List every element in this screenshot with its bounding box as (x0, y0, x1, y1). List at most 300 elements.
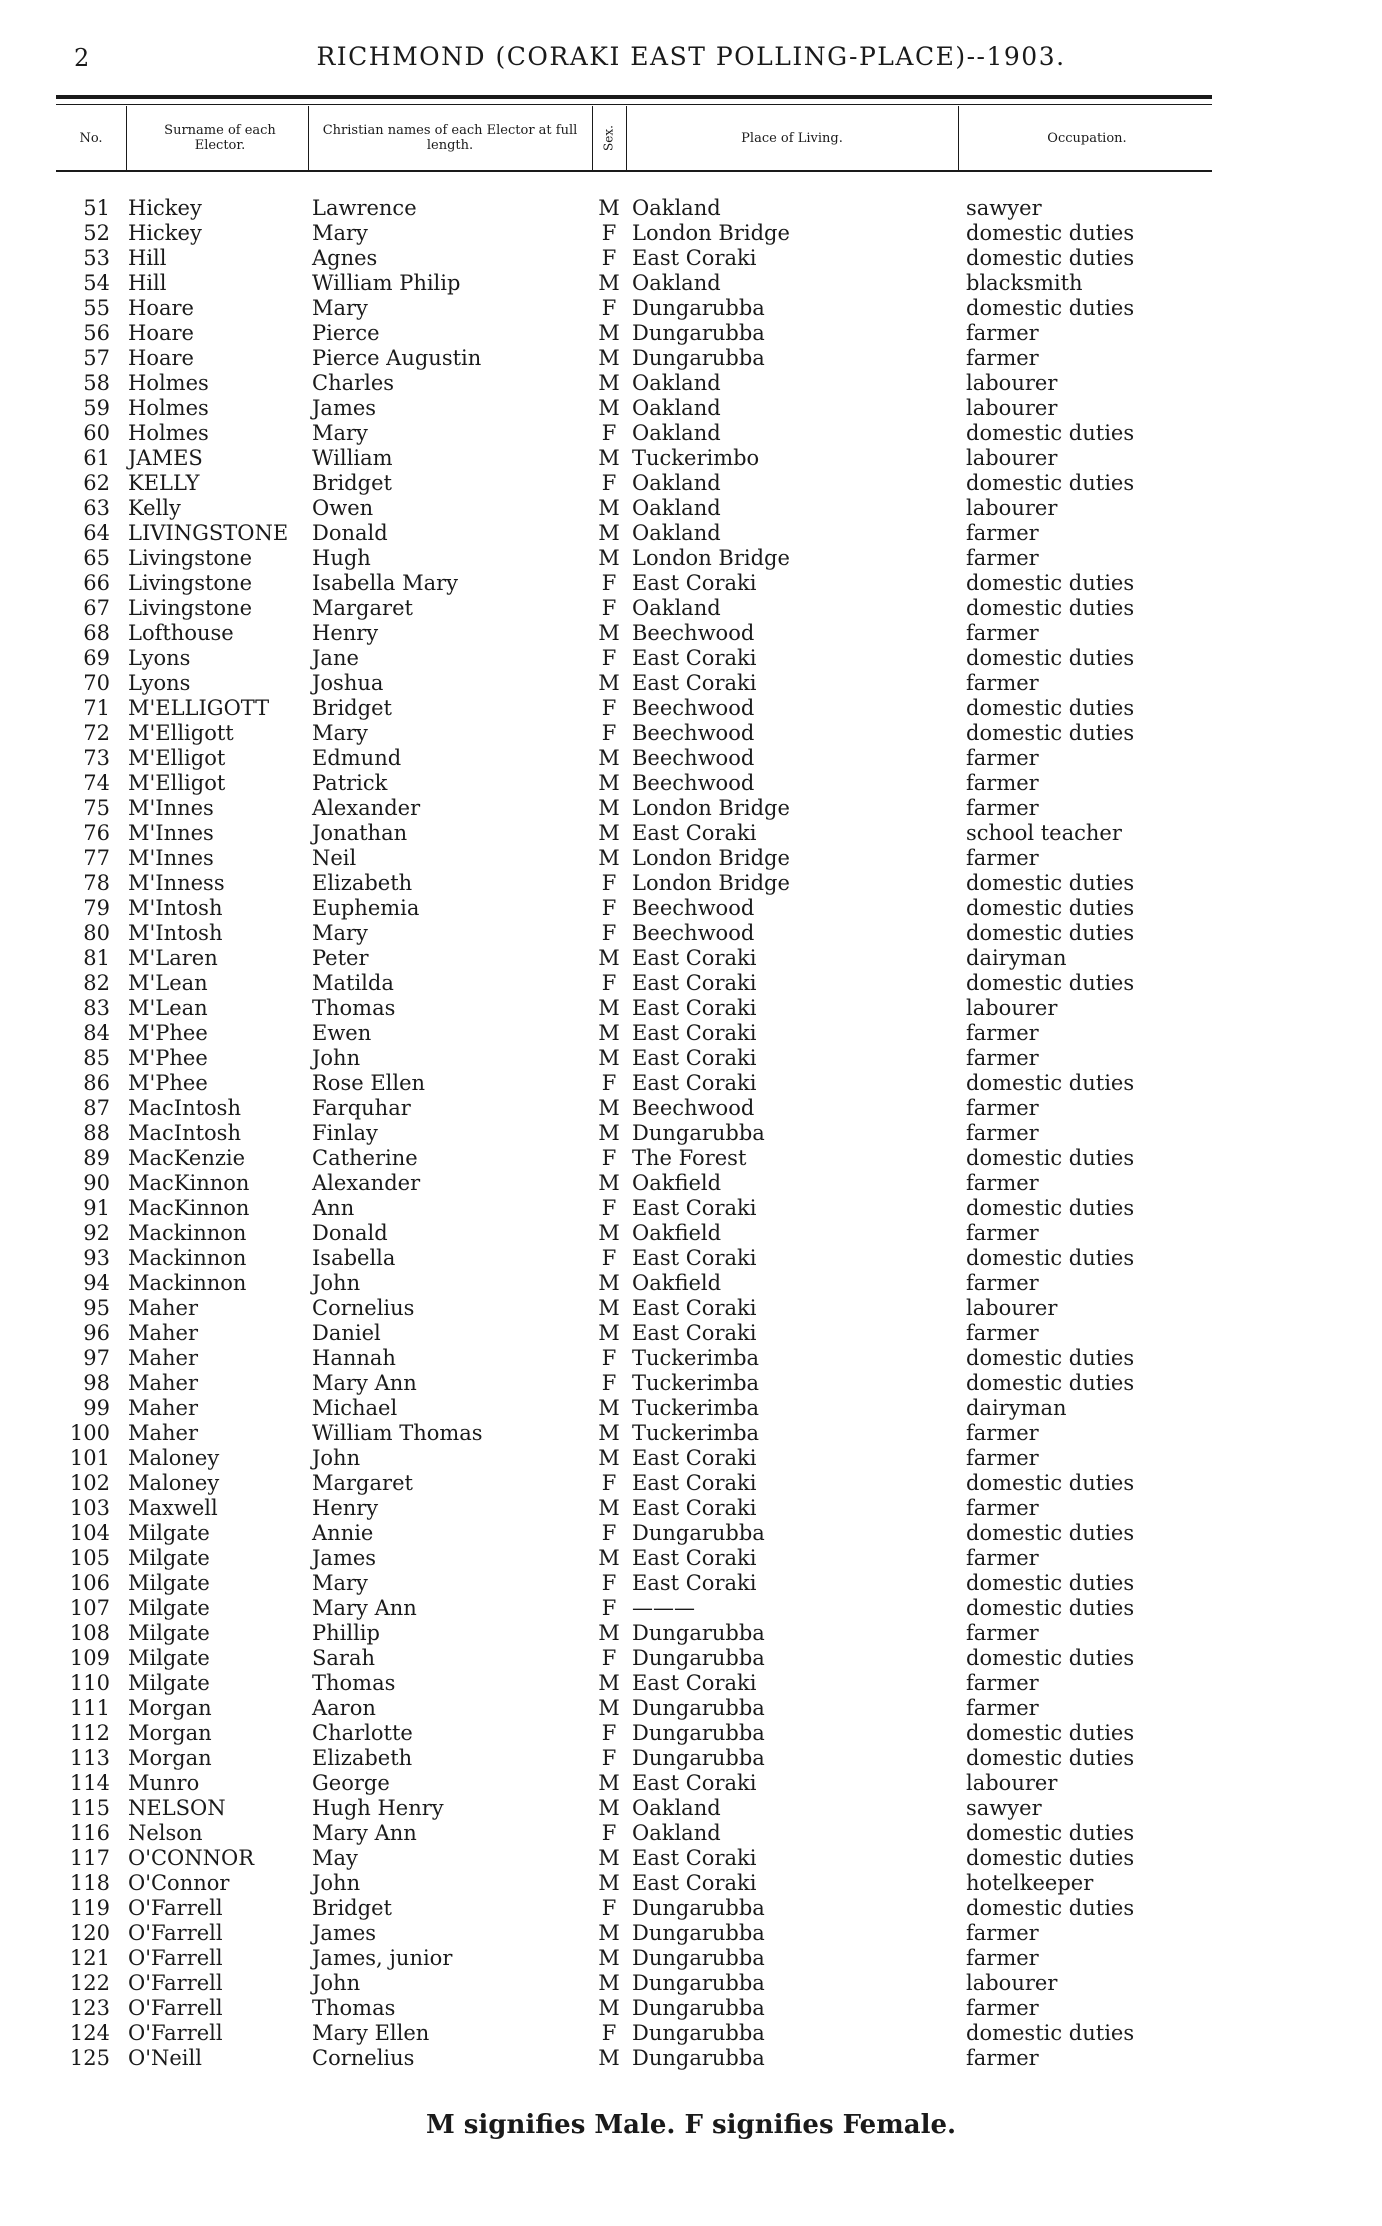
table-row (0, 1921, 1382, 1946)
elector-occupation: domestic duties (966, 1846, 1135, 1870)
elector-occupation: domestic duties (966, 221, 1135, 245)
elector-surname: Lyons (128, 671, 191, 695)
elector-sex: F (601, 221, 617, 245)
elector-sex: M (598, 771, 620, 795)
elector-number: 121 (69, 1946, 110, 1970)
elector-place-of-living: London Bridge (632, 871, 790, 895)
elector-sex: M (598, 1871, 620, 1895)
elector-surname: M'Innes (128, 796, 214, 820)
elector-sex: M (598, 1771, 620, 1795)
elector-christian-names: Mary (312, 1571, 368, 1595)
elector-surname: Maher (128, 1371, 199, 1395)
elector-christian-names: Finlay (312, 1121, 378, 1145)
elector-number: 119 (69, 1896, 110, 1920)
elector-number: 80 (83, 921, 110, 945)
elector-christian-names: Mary Ann (312, 1821, 417, 1845)
elector-surname: O'Farrell (128, 1971, 223, 1995)
elector-occupation: dairyman (966, 946, 1067, 970)
elector-sex: M (598, 1671, 620, 1695)
elector-number: 63 (83, 496, 110, 520)
elector-occupation: farmer (966, 1446, 1039, 1470)
elector-christian-names: Margaret (312, 1471, 413, 1495)
elector-occupation: farmer (966, 771, 1039, 795)
elector-christian-names: Agnes (312, 246, 378, 270)
elector-surname: Lofthouse (128, 621, 234, 645)
elector-christian-names: May (312, 1846, 358, 1870)
elector-surname: Morgan (128, 1721, 212, 1745)
table-row (0, 1146, 1382, 1171)
table-row (0, 296, 1382, 321)
elector-occupation: farmer (966, 1671, 1039, 1695)
elector-sex: M (598, 996, 620, 1020)
elector-place-of-living: Beechwood (632, 721, 755, 745)
elector-sex: M (598, 821, 620, 845)
elector-number: 92 (83, 1221, 110, 1245)
elector-number: 52 (83, 221, 110, 245)
elector-sex: F (601, 721, 617, 745)
elector-sex: F (601, 971, 617, 995)
table-row (0, 346, 1382, 371)
elector-surname: M'Intosh (128, 896, 223, 920)
elector-surname: O'Farrell (128, 1896, 223, 1920)
elector-occupation: domestic duties (966, 596, 1135, 620)
elector-surname: Lyons (128, 646, 191, 670)
elector-number: 102 (69, 1471, 110, 1495)
elector-number: 70 (83, 671, 110, 695)
elector-occupation: farmer (966, 1421, 1039, 1445)
elector-christian-names: Bridget (312, 1896, 392, 1920)
elector-sex: M (598, 1996, 620, 2020)
elector-surname: M'Phee (128, 1071, 208, 1095)
elector-christian-names: Mary (312, 221, 368, 245)
elector-number: 73 (83, 746, 110, 770)
header-rule-mid (56, 104, 1212, 105)
elector-occupation: farmer (966, 546, 1039, 570)
elector-occupation: domestic duties (966, 471, 1135, 495)
elector-christian-names: Alexander (312, 1171, 421, 1195)
elector-number: 107 (69, 1596, 110, 1620)
table-row (0, 1821, 1382, 1846)
elector-surname: M'Phee (128, 1046, 208, 1070)
elector-occupation: domestic duties (966, 896, 1135, 920)
elector-number: 117 (69, 1846, 110, 1870)
elector-number: 87 (83, 1096, 110, 1120)
elector-place-of-living: Dungarubba (632, 1646, 765, 1670)
elector-number: 51 (83, 196, 110, 220)
elector-surname: Milgate (128, 1671, 210, 1695)
elector-sex: M (598, 1796, 620, 1820)
table-row (0, 2046, 1382, 2071)
elector-christian-names: John (312, 1271, 361, 1295)
elector-surname: O'Neill (128, 2046, 202, 2070)
table-row (0, 221, 1382, 246)
elector-occupation: domestic duties (966, 1371, 1135, 1395)
elector-place-of-living: East Coraki (632, 996, 757, 1020)
elector-christian-names: Margaret (312, 596, 413, 620)
table-row (0, 1721, 1382, 1746)
elector-occupation: farmer (966, 1271, 1039, 1295)
table-row (0, 521, 1382, 546)
elector-sex: F (601, 2021, 617, 2045)
elector-surname: Maher (128, 1421, 199, 1445)
elector-place-of-living: Dungarubba (632, 1971, 765, 1995)
elector-christian-names: Owen (312, 496, 374, 520)
elector-sex: M (598, 1846, 620, 1870)
elector-christian-names: Neil (312, 846, 357, 870)
elector-christian-names: Mary Ellen (312, 2021, 430, 2045)
elector-place-of-living: East Coraki (632, 971, 757, 995)
elector-number: 65 (83, 546, 110, 570)
table-row (0, 671, 1382, 696)
elector-surname: Kelly (128, 496, 181, 520)
elector-surname: MacIntosh (128, 1121, 241, 1145)
elector-christian-names: Donald (312, 1221, 388, 1245)
elector-occupation: farmer (966, 1921, 1039, 1945)
table-row (0, 1196, 1382, 1221)
elector-surname: MacKinnon (128, 1196, 250, 1220)
elector-surname: M'Inness (128, 871, 225, 895)
elector-number: 120 (69, 1921, 110, 1945)
elector-sex: M (598, 271, 620, 295)
elector-place-of-living: Dungarubba (632, 346, 765, 370)
elector-sex: F (601, 1071, 617, 1095)
elector-number: 97 (83, 1346, 110, 1370)
elector-place-of-living: London Bridge (632, 846, 790, 870)
elector-surname: O'Farrell (128, 1946, 223, 1970)
table-row (0, 1421, 1382, 1446)
elector-surname: M'Intosh (128, 921, 223, 945)
table-row (0, 1946, 1382, 1971)
elector-sex: F (601, 596, 617, 620)
elector-number: 85 (83, 1046, 110, 1070)
elector-place-of-living: East Coraki (632, 1446, 757, 1470)
elector-occupation: domestic duties (966, 1196, 1135, 1220)
elector-place-of-living: Oakfield (632, 1271, 722, 1295)
elector-occupation: domestic duties (966, 1346, 1135, 1370)
elector-place-of-living: Oakland (632, 521, 721, 545)
elector-place-of-living: East Coraki (632, 246, 757, 270)
table-row (0, 596, 1382, 621)
elector-place-of-living: East Coraki (632, 1846, 757, 1870)
elector-number: 96 (83, 1321, 110, 1345)
elector-sex: F (601, 871, 617, 895)
table-row (0, 1771, 1382, 1796)
elector-occupation: domestic duties (966, 971, 1135, 995)
elector-sex: M (598, 496, 620, 520)
elector-christian-names: Mary (312, 921, 368, 945)
elector-place-of-living: East Coraki (632, 1671, 757, 1695)
elector-occupation: farmer (966, 1621, 1039, 1645)
table-row (0, 1996, 1382, 2021)
elector-number: 110 (69, 1671, 110, 1695)
elector-christian-names: John (312, 1971, 361, 1995)
elector-sex: F (601, 1371, 617, 1395)
table-row (0, 1071, 1382, 1096)
table-row (0, 1321, 1382, 1346)
elector-sex: F (601, 696, 617, 720)
elector-surname: M'Laren (128, 946, 218, 970)
elector-occupation: labourer (966, 996, 1058, 1020)
elector-sex: M (598, 1296, 620, 1320)
elector-christian-names: Annie (312, 1521, 374, 1545)
table-row (0, 1546, 1382, 1571)
table-row (0, 1046, 1382, 1071)
elector-place-of-living: Dungarubba (632, 1621, 765, 1645)
electors-table (0, 196, 1382, 2071)
elector-place-of-living: London Bridge (632, 796, 790, 820)
elector-number: 67 (83, 596, 110, 620)
elector-christian-names: Pierce Augustin (312, 346, 482, 370)
elector-surname: Milgate (128, 1646, 210, 1670)
elector-sex: M (598, 446, 620, 470)
elector-place-of-living: Dungarubba (632, 1121, 765, 1145)
elector-place-of-living: East Coraki (632, 1046, 757, 1070)
elector-occupation: domestic duties (966, 1596, 1135, 1620)
elector-christian-names: Farquhar (312, 1096, 411, 1120)
elector-occupation: domestic duties (966, 1071, 1135, 1095)
table-row (0, 1871, 1382, 1896)
elector-surname: Milgate (128, 1596, 210, 1620)
elector-occupation: domestic duties (966, 1521, 1135, 1545)
elector-number: 125 (69, 2046, 110, 2070)
elector-number: 54 (83, 271, 110, 295)
table-row (0, 1021, 1382, 1046)
elector-place-of-living: East Coraki (632, 1021, 757, 1045)
elector-place-of-living: Oakland (632, 396, 721, 420)
elector-surname: Hoare (128, 321, 194, 345)
elector-sex: M (598, 1946, 620, 1970)
column-divider (592, 106, 593, 170)
table-row (0, 1646, 1382, 1671)
table-row (0, 846, 1382, 871)
elector-number: 58 (83, 371, 110, 395)
header-rule-top (56, 95, 1212, 99)
table-row (0, 371, 1382, 396)
elector-christian-names: Henry (312, 621, 379, 645)
elector-surname: Milgate (128, 1621, 210, 1645)
elector-christian-names: John (312, 1871, 361, 1895)
elector-surname: M'Lean (128, 996, 208, 1020)
elector-surname: Holmes (128, 421, 209, 445)
elector-sex: M (598, 1096, 620, 1120)
elector-number: 100 (69, 1421, 110, 1445)
column-header-place: Place of Living. (741, 130, 843, 146)
elector-place-of-living: Tuckerimba (632, 1371, 760, 1395)
elector-number: 60 (83, 421, 110, 445)
elector-christian-names: Euphemia (312, 896, 420, 920)
elector-occupation: sawyer (966, 196, 1042, 220)
elector-surname: Milgate (128, 1521, 210, 1545)
elector-place-of-living: East Coraki (632, 1246, 757, 1270)
elector-sex: F (601, 1521, 617, 1545)
elector-surname: Mackinnon (128, 1271, 247, 1295)
elector-occupation: domestic duties (966, 296, 1135, 320)
elector-sex: M (598, 1546, 620, 1570)
elector-surname: Maher (128, 1396, 199, 1420)
elector-number: 68 (83, 621, 110, 645)
elector-place-of-living: East Coraki (632, 1496, 757, 1520)
column-divider (308, 106, 309, 170)
elector-occupation: domestic duties (966, 1896, 1135, 1920)
elector-surname: JAMES (128, 446, 203, 470)
table-row (0, 746, 1382, 771)
elector-place-of-living: Oakfield (632, 1171, 722, 1195)
elector-sex: M (598, 1921, 620, 1945)
elector-sex: F (601, 1196, 617, 1220)
elector-occupation: farmer (966, 1096, 1039, 1120)
table-row (0, 821, 1382, 846)
elector-occupation: domestic duties (966, 721, 1135, 745)
elector-christian-names: Elizabeth (312, 871, 413, 895)
elector-christian-names: George (312, 1771, 390, 1795)
elector-occupation: farmer (966, 2046, 1039, 2070)
elector-surname: O'CONNOR (128, 1846, 255, 1870)
elector-place-of-living: Dungarubba (632, 2021, 765, 2045)
table-row (0, 1171, 1382, 1196)
elector-number: 111 (69, 1696, 110, 1720)
elector-christian-names: Hugh Henry (312, 1796, 444, 1820)
column-header-no: No. (79, 130, 103, 146)
elector-christian-names: Pierce (312, 321, 380, 345)
elector-occupation: domestic duties (966, 2021, 1135, 2045)
elector-number: 118 (69, 1871, 110, 1895)
elector-place-of-living: Dungarubba (632, 1746, 765, 1770)
elector-christian-names: Alexander (312, 796, 421, 820)
elector-sex: M (598, 846, 620, 870)
elector-surname: LIVINGSTONE (128, 521, 289, 545)
elector-place-of-living: Beechwood (632, 896, 755, 920)
elector-sex: M (598, 746, 620, 770)
elector-place-of-living: Oakland (632, 196, 721, 220)
table-row (0, 1096, 1382, 1121)
elector-christian-names: Isabella (312, 1246, 396, 1270)
table-row (0, 1896, 1382, 1921)
elector-number: 83 (83, 996, 110, 1020)
elector-sex: M (598, 1971, 620, 1995)
elector-occupation: farmer (966, 1021, 1039, 1045)
elector-occupation: hotelkeeper (966, 1871, 1094, 1895)
elector-christian-names: Isabella Mary (312, 571, 459, 595)
table-row (0, 1671, 1382, 1696)
elector-surname: M'Phee (128, 1021, 208, 1045)
table-row (0, 1246, 1382, 1271)
table-row (0, 1496, 1382, 1521)
table-row (0, 996, 1382, 1021)
elector-occupation: domestic duties (966, 871, 1135, 895)
elector-christian-names: Charlotte (312, 1721, 413, 1745)
elector-number: 95 (83, 1296, 110, 1320)
elector-place-of-living: Beechwood (632, 921, 755, 945)
elector-occupation: domestic duties (966, 1821, 1135, 1845)
elector-number: 105 (69, 1546, 110, 1570)
elector-place-of-living: Dungarubba (632, 1896, 765, 1920)
elector-number: 53 (83, 246, 110, 270)
elector-surname: MacKenzie (128, 1146, 246, 1170)
elector-sex: M (598, 1696, 620, 1720)
elector-sex: F (601, 471, 617, 495)
elector-occupation: labourer (966, 1771, 1058, 1795)
table-row (0, 546, 1382, 571)
elector-surname: Maher (128, 1296, 199, 1320)
elector-occupation: domestic duties (966, 696, 1135, 720)
elector-occupation: school teacher (966, 821, 1122, 845)
elector-number: 99 (83, 1396, 110, 1420)
elector-occupation: domestic duties (966, 1146, 1135, 1170)
elector-occupation: farmer (966, 621, 1039, 645)
elector-occupation: domestic duties (966, 1721, 1135, 1745)
elector-number: 93 (83, 1246, 110, 1270)
elector-surname: M'Innes (128, 821, 214, 845)
elector-number: 82 (83, 971, 110, 995)
table-row (0, 646, 1382, 671)
elector-number: 66 (83, 571, 110, 595)
elector-surname: M'Elligott (128, 721, 234, 745)
elector-christian-names: Thomas (312, 1996, 396, 2020)
elector-place-of-living: East Coraki (632, 946, 757, 970)
elector-number: 78 (83, 871, 110, 895)
table-row (0, 1696, 1382, 1721)
elector-surname: Hickey (128, 196, 202, 220)
elector-number: 59 (83, 396, 110, 420)
table-row (0, 1571, 1382, 1596)
elector-occupation: labourer (966, 1296, 1058, 1320)
elector-occupation: domestic duties (966, 421, 1135, 445)
elector-occupation: labourer (966, 496, 1058, 520)
elector-place-of-living: East Coraki (632, 1071, 757, 1095)
column-header-occupation: Occupation. (1047, 130, 1127, 146)
elector-christian-names: Cornelius (312, 1296, 415, 1320)
elector-sex: M (598, 346, 620, 370)
elector-christian-names: Bridget (312, 471, 392, 495)
elector-sex: M (598, 1171, 620, 1195)
elector-christian-names: Mary (312, 296, 368, 320)
elector-sex: M (598, 1421, 620, 1445)
elector-number: 106 (69, 1571, 110, 1595)
table-row (0, 1396, 1382, 1421)
elector-number: 62 (83, 471, 110, 495)
elector-sex: F (601, 1471, 617, 1495)
table-row (0, 271, 1382, 296)
elector-occupation: labourer (966, 1971, 1058, 1995)
elector-number: 88 (83, 1121, 110, 1145)
table-row (0, 1621, 1382, 1646)
table-row (0, 246, 1382, 271)
elector-christian-names: Daniel (312, 1321, 381, 1345)
elector-number: 71 (83, 696, 110, 720)
elector-sex: F (601, 1646, 617, 1670)
elector-place-of-living: East Coraki (632, 1571, 757, 1595)
elector-sex: F (601, 1596, 617, 1620)
elector-occupation: farmer (966, 1171, 1039, 1195)
elector-place-of-living: London Bridge (632, 221, 790, 245)
elector-occupation: farmer (966, 321, 1039, 345)
elector-christian-names: Matilda (312, 971, 394, 995)
elector-place-of-living: Dungarubba (632, 1996, 765, 2020)
elector-occupation: farmer (966, 1046, 1039, 1070)
elector-place-of-living: Dungarubba (632, 296, 765, 320)
elector-place-of-living: Beechwood (632, 621, 755, 645)
elector-place-of-living: Beechwood (632, 696, 755, 720)
table-row (0, 946, 1382, 971)
elector-place-of-living: ——— (632, 1596, 695, 1620)
column-header-sex: Sex. (601, 125, 616, 151)
table-row (0, 896, 1382, 921)
column-divider (626, 106, 627, 170)
elector-surname: O'Farrell (128, 1996, 223, 2020)
elector-christian-names: James, junior (312, 1946, 453, 1970)
elector-place-of-living: East Coraki (632, 1296, 757, 1320)
table-row (0, 1296, 1382, 1321)
